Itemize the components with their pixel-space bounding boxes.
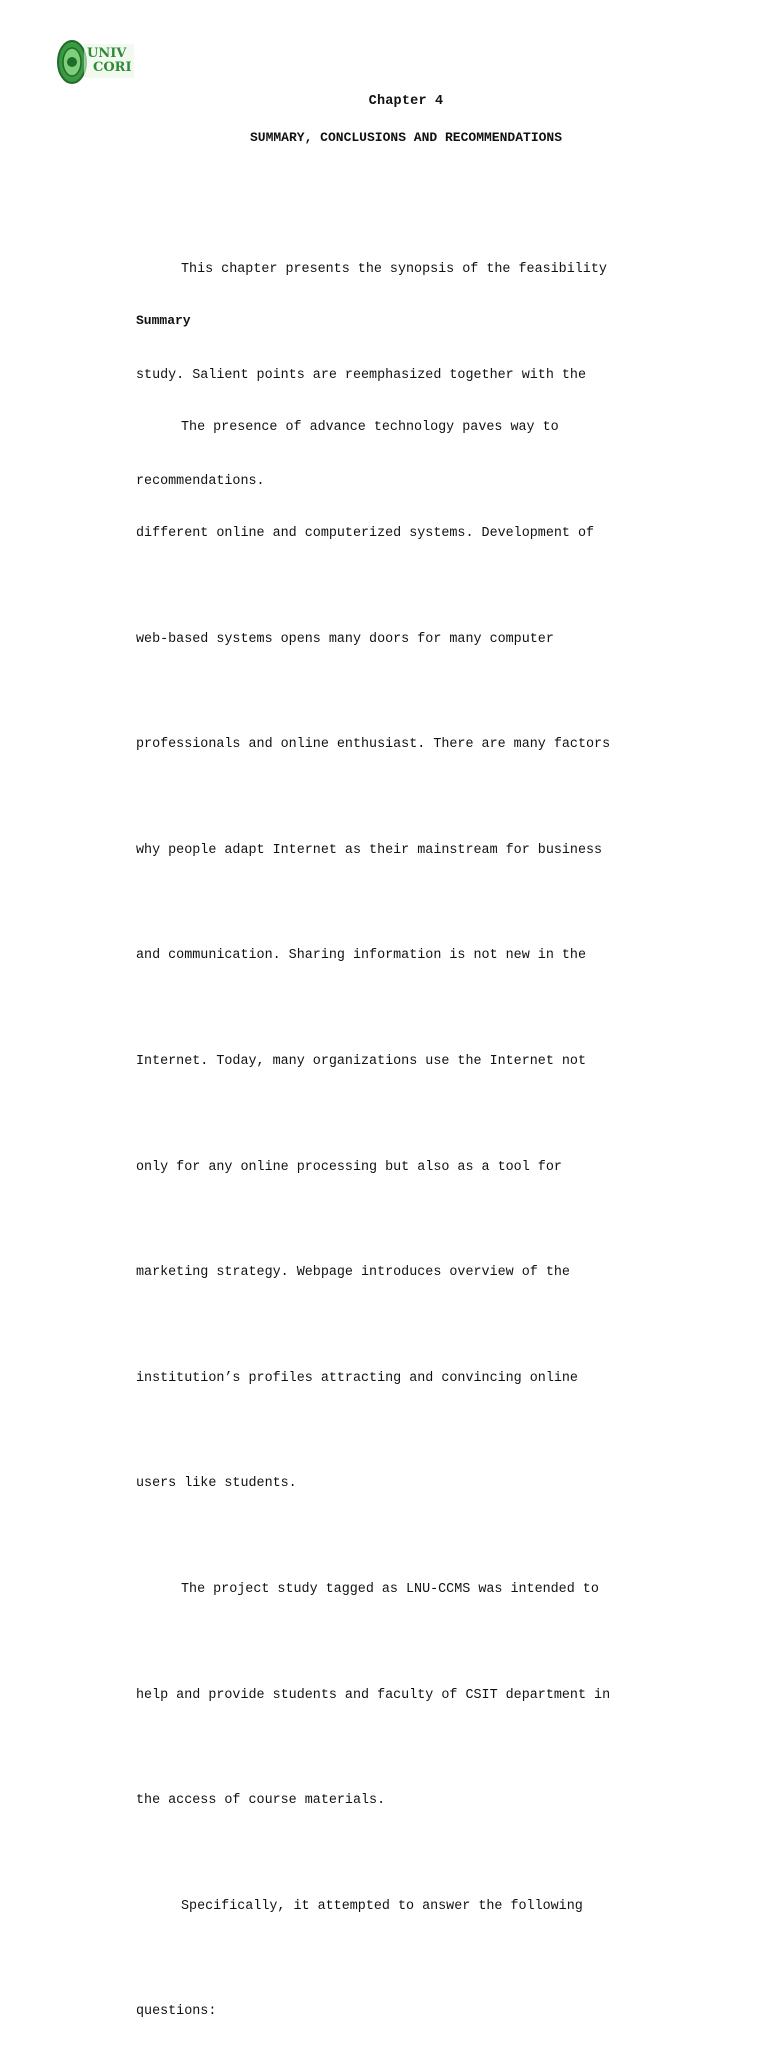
text-line: institution’s profiles attracting and convincing online	[136, 1370, 578, 1386]
text-line: The project study tagged as LNU-CCMS was intended to	[181, 1581, 599, 1597]
text-line: and communication. Sharing information is not new in the	[136, 948, 586, 964]
text-line: the access of course materials.	[136, 1793, 386, 1809]
text-line: professionals and online enthusiast. There are many factors	[136, 737, 611, 753]
university-seal-icon	[56, 38, 136, 86]
logo-line-1: UNIV	[87, 46, 127, 61]
text-line: only for any online processing but also as a tool for	[136, 1159, 562, 1175]
text-line: marketing strategy. Webpage introduces overview of the	[136, 1265, 570, 1281]
summary-heading: Summary	[136, 313, 191, 328]
text-line: Internet. Today, many organizations use the Internet not	[136, 1053, 586, 1069]
text-line: why people adapt Internet as their mainstream for business	[136, 842, 603, 858]
text-line: The presence of advance technology paves way to	[181, 420, 559, 436]
chapter-title: SUMMARY, CONCLUSIONS AND RECOMMENDATIONS	[249, 130, 563, 145]
text-line: users like students.	[136, 1476, 297, 1492]
text-line: Specifically, it attempted to answer the following	[181, 1898, 583, 1914]
text-line: recommendations.	[136, 473, 265, 489]
text-line: different online and computerized systems. Development of	[136, 526, 595, 541]
text-line: This chapter presents the synopsis of the feasibility	[181, 262, 607, 278]
text-line: study. Salient points are reemphasized together with the	[136, 368, 586, 383]
text-line: questions:	[136, 2004, 217, 2020]
text-line: web-based systems opens many doors for many computer	[136, 631, 554, 647]
summary-body	[136, 340, 696, 2048]
text-line: help and provide students and faculty of CSIT department in	[136, 1687, 611, 1703]
chapter-number: Chapter 4	[368, 94, 444, 109]
logo-line-2: CORI	[93, 60, 132, 75]
